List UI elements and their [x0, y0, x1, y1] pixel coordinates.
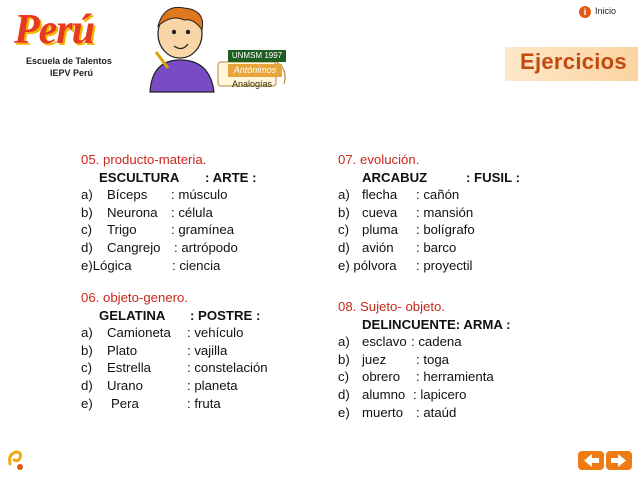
next-button[interactable] [606, 451, 632, 470]
pair-left: GELATINA [99, 307, 166, 323]
option-letter: d) [338, 239, 350, 255]
option-relation: : constelación [187, 360, 268, 376]
option-relation: : célula [171, 204, 213, 220]
option-letter: d) [81, 377, 93, 393]
option-relation: : vehículo [187, 325, 244, 341]
option-word: Camioneta [107, 325, 171, 341]
option-word: pluma [362, 222, 398, 238]
exercise-heading: 05. producto-materia. [81, 152, 207, 167]
option-relation: : músculo [171, 187, 228, 203]
option-d[interactable] [81, 239, 321, 257]
option-relation: : artrópodo [174, 239, 238, 255]
option-relation: : vajilla [187, 342, 228, 358]
option-relation: : mansión [416, 204, 474, 220]
option-word: obrero [362, 369, 401, 385]
option-word: Neurona [107, 204, 158, 220]
exercise-07 [338, 151, 578, 274]
logo-subtitle-2: IEPV Perú [50, 68, 94, 78]
option-letter: b) [338, 351, 350, 367]
option-word: avión [362, 239, 394, 255]
option-word: Bíceps [107, 187, 148, 203]
option-letter: c) [338, 222, 349, 238]
pair-left: DELINCUENTE: ARMA : [362, 316, 511, 332]
exercise-pair [81, 169, 321, 187]
option-word: esclavo [362, 334, 407, 350]
option-letter: a) [338, 187, 350, 203]
option-letter: e) [81, 395, 93, 411]
option-e[interactable] [338, 404, 578, 422]
exercise-06 [81, 289, 321, 412]
option-letter: b) [338, 204, 350, 220]
badge-analogias: Analogías [231, 79, 273, 89]
option-relation: : cadena [411, 334, 462, 350]
option-relation: : lapicero [413, 386, 467, 402]
pair-right: : FUSIL : [466, 169, 520, 185]
exercise-pair [338, 169, 578, 187]
option-word: Trigo [107, 222, 137, 238]
option-a[interactable] [338, 333, 578, 351]
option-word: Estrella [107, 360, 151, 376]
option-letter: b) [81, 342, 93, 358]
option-letter: e)Lógica [81, 257, 132, 273]
option-letter: c) [338, 369, 349, 385]
option-relation: : ataúd [416, 404, 457, 420]
option-letter: b) [81, 204, 93, 220]
option-relation: : planeta [187, 377, 238, 393]
logo [6, 6, 126, 88]
swirl-deco-icon [6, 446, 26, 472]
badge-antonimos: Antónimos [228, 64, 282, 77]
option-letter: a) [81, 325, 93, 341]
option-relation: : barco [416, 239, 457, 255]
badge-unmsm: UNMSM 1997 [228, 50, 286, 62]
prev-button[interactable] [578, 451, 604, 470]
option-word: muerto [362, 404, 404, 420]
option-a[interactable] [81, 324, 321, 342]
logo-subtitle: Escuela de Talentos [26, 56, 112, 66]
arrow-left-icon [578, 451, 604, 470]
option-letter: a) [338, 334, 350, 350]
option-word: alumno [362, 386, 406, 402]
option-relation: : toga [416, 351, 449, 367]
exercise-pair [81, 307, 321, 325]
option-relation: : proyectil [416, 257, 473, 273]
option-word: cueva [362, 204, 398, 220]
option-word: Pera [111, 395, 139, 411]
option-c[interactable] [338, 221, 578, 239]
exercise-heading: 07. evolución. [338, 152, 420, 167]
option-e[interactable] [81, 257, 321, 275]
option-letter: d) [338, 386, 350, 402]
exercise-heading: 06. objeto-genero. [81, 290, 189, 305]
option-c[interactable] [338, 368, 578, 386]
option-word: Cangrejo [107, 239, 161, 255]
exercise-pair [338, 316, 578, 334]
exercise-heading: 08. Sujeto- objeto. [338, 299, 446, 314]
option-d[interactable] [338, 239, 578, 257]
option-b[interactable] [338, 204, 578, 222]
option-relation: : fruta [187, 395, 221, 411]
option-word: Plato [107, 342, 138, 358]
option-b[interactable] [81, 204, 321, 222]
option-relation: : bolígrafo [416, 222, 475, 238]
option-relation: : herramienta [416, 369, 494, 385]
option-relation: : gramínea [171, 222, 235, 238]
pair-left: ARCABUZ [362, 169, 428, 185]
option-d[interactable] [338, 386, 578, 404]
pair-left: ESCULTURA [99, 169, 180, 185]
option-c[interactable] [81, 359, 321, 377]
option-relation: : cañón [416, 187, 460, 203]
exercise-08 [338, 298, 578, 421]
option-e[interactable] [338, 257, 578, 275]
option-word: flecha [362, 187, 398, 203]
arrow-right-icon [606, 451, 632, 470]
option-d[interactable] [81, 377, 321, 395]
exercise-05 [81, 151, 321, 274]
option-a[interactable] [338, 186, 578, 204]
option-relation: : ciencia [172, 257, 221, 273]
option-letter: a) [81, 187, 93, 203]
option-letter: d) [81, 239, 93, 255]
option-word: juez [362, 351, 387, 367]
page-title: Ejercicios [520, 49, 627, 74]
option-letter: c) [81, 222, 92, 238]
inicio-link[interactable]: Inicio [595, 6, 617, 16]
logo-title: Perú [14, 7, 94, 53]
pair-right: : ARTE : [205, 169, 257, 185]
option-e[interactable] [81, 395, 321, 413]
option-word: Urano [107, 377, 143, 393]
option-letter: e) [338, 404, 350, 420]
info-icon[interactable]: i [579, 6, 591, 18]
option-letter: e) pólvora [338, 257, 397, 273]
option-a[interactable] [81, 186, 321, 204]
option-b[interactable] [338, 351, 578, 369]
pair-right: : POSTRE : [190, 307, 261, 323]
option-c[interactable] [81, 221, 321, 239]
option-letter: c) [81, 360, 92, 376]
option-b[interactable] [81, 342, 321, 360]
